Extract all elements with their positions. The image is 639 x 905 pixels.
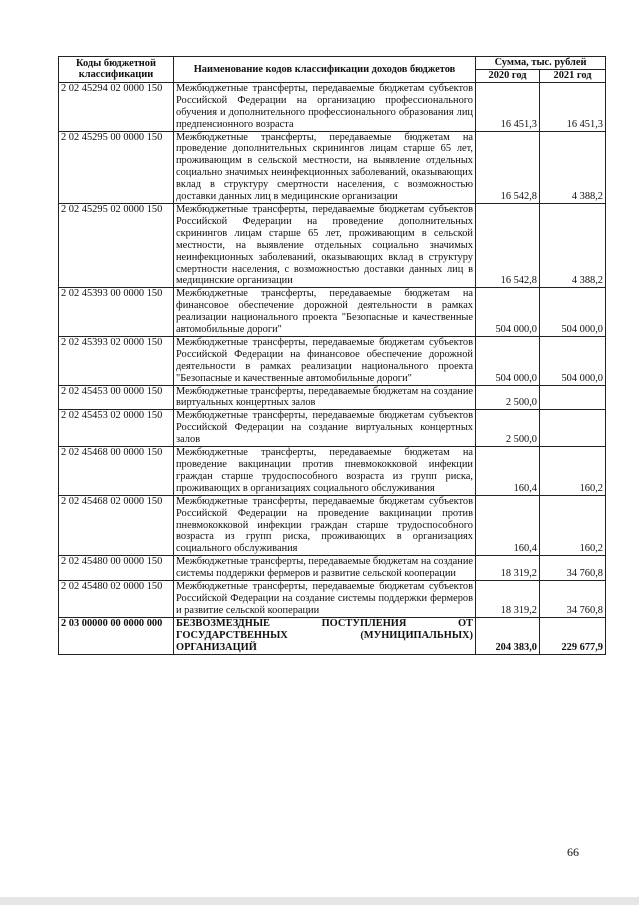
row-code: 2 02 45453 02 0000 150 xyxy=(59,410,174,447)
row-amount-2021: 160,2 xyxy=(540,447,606,496)
table-row xyxy=(59,131,606,203)
row-amount-2020: 16 542,8 xyxy=(476,131,540,203)
row-code: 2 02 45294 02 0000 150 xyxy=(59,82,174,131)
header-year-2021: 2021 год xyxy=(540,70,606,83)
table-row xyxy=(59,581,606,618)
row-amount-2021: 504 000,0 xyxy=(540,288,606,337)
header-year-2020: 2020 год xyxy=(476,70,540,83)
table-row xyxy=(59,410,606,447)
budget-income-table xyxy=(58,56,606,655)
row-code: 2 02 45453 00 0000 150 xyxy=(59,385,174,410)
row-amount-2020: 18 319,2 xyxy=(476,556,540,581)
table-row xyxy=(59,336,606,385)
row-amount-2020: 2 500,0 xyxy=(476,385,540,410)
row-amount-2021: 16 451,3 xyxy=(540,82,606,131)
row-name: Межбюджетные трансферты, передаваемые бюджетам на финансовое обеспечение дорожной деятельности в рамках реализации национального проекта "Безопасные и качественные автомобильные дороги" xyxy=(174,288,476,337)
row-amount-2021 xyxy=(540,410,606,447)
table-row xyxy=(59,495,606,556)
table-row xyxy=(59,288,606,337)
row-name: Межбюджетные трансферты, передаваемые бюджетам на проведение вакцинации против пневмококковой инфекции граждан старше трудоспособного возраста из групп риска, проживающих в организациях социального обслуживания xyxy=(174,447,476,496)
row-amount-2021: 4 388,2 xyxy=(540,131,606,203)
row-code: 2 02 45480 02 0000 150 xyxy=(59,581,174,618)
row-name: Межбюджетные трансферты, передаваемые бюджетам субъектов Российской Федерации на финансовое обеспечение дорожной деятельности в рамках реализации национального проекта "Безопасные и качественные автомобильные дороги" xyxy=(174,336,476,385)
row-code: 2 02 45393 00 0000 150 xyxy=(59,288,174,337)
table-row xyxy=(59,82,606,131)
table-row xyxy=(59,556,606,581)
total-code: 2 03 00000 00 0000 000 xyxy=(59,617,174,654)
row-name: Межбюджетные трансферты, передаваемые бюджетам субъектов Российской Федерации на создание виртуальных концертных залов xyxy=(174,410,476,447)
row-amount-2020: 2 500,0 xyxy=(476,410,540,447)
total-amount-2021: 229 677,9 xyxy=(540,617,606,654)
row-amount-2020: 160,4 xyxy=(476,447,540,496)
row-amount-2020: 160,4 xyxy=(476,495,540,556)
header-sum-column: Сумма, тыс. рублей xyxy=(476,57,606,70)
row-amount-2020: 504 000,0 xyxy=(476,336,540,385)
row-code: 2 02 45295 00 0000 150 xyxy=(59,131,174,203)
table-row xyxy=(59,203,606,287)
row-amount-2020: 504 000,0 xyxy=(476,288,540,337)
row-amount-2021: 504 000,0 xyxy=(540,336,606,385)
row-name: Межбюджетные трансферты, передаваемые бюджетам субъектов Российской Федерации на создание системы поддержки фермеров и развитие сельской кооперации xyxy=(174,581,476,618)
row-name: Межбюджетные трансферты, передаваемые бюджетам субъектов Российской Федерации на организацию профессионального обучения и дополнительного профессионального образования лиц предпенсионного возраста xyxy=(174,82,476,131)
row-code: 2 02 45468 00 0000 150 xyxy=(59,447,174,496)
row-name: Межбюджетные трансферты, передаваемые бюджетам субъектов Российской Федерации на проведение дополнительных скринингов лицам старше 65 лет, проживающим в сельской местности, на выявление отдельных социально значимых неинфекционных заболеваний, оказывающих вклад в структуру смертности населения, с возможностью доставки данных лиц в медицинские организации xyxy=(174,203,476,287)
row-amount-2021: 34 760,8 xyxy=(540,581,606,618)
page-number: 66 xyxy=(567,845,579,859)
row-amount-2020: 16 542,8 xyxy=(476,203,540,287)
row-name: Межбюджетные трансферты, передаваемые бюджетам на создание виртуальных концертных залов xyxy=(174,385,476,410)
row-amount-2021: 34 760,8 xyxy=(540,556,606,581)
row-amount-2021 xyxy=(540,385,606,410)
header-code-column: Коды бюджетной классификации xyxy=(59,57,174,83)
row-amount-2020: 16 451,3 xyxy=(476,82,540,131)
total-row xyxy=(59,617,606,654)
page-bottom-edge xyxy=(0,897,639,905)
row-code: 2 02 45393 02 0000 150 xyxy=(59,336,174,385)
row-amount-2020: 18 319,2 xyxy=(476,581,540,618)
row-name: Межбюджетные трансферты, передаваемые бюджетам субъектов Российской Федерации на проведение вакцинации против пневмококковой инфекции граждан старше трудоспособного возраста из групп риска, проживающих в организациях социального обслуживания xyxy=(174,495,476,556)
row-name: Межбюджетные трансферты, передаваемые бюджетам на создание системы поддержки фермеров и развитие сельской кооперации xyxy=(174,556,476,581)
table-row xyxy=(59,385,606,410)
row-code: 2 02 45295 02 0000 150 xyxy=(59,203,174,287)
total-amount-2020: 204 383,0 xyxy=(476,617,540,654)
row-amount-2021: 160,2 xyxy=(540,495,606,556)
header-name-column: Наименование кодов классификации доходов бюджетов xyxy=(174,57,476,83)
table-row xyxy=(59,447,606,496)
total-name: БЕЗВОЗМЕЗДНЫЕ ПОСТУПЛЕНИЯ ОТ ГОСУДАРСТВЕННЫХ (МУНИЦИПАЛЬНЫХ) ОРГАНИЗАЦИЙ xyxy=(174,617,476,654)
row-code: 2 02 45468 02 0000 150 xyxy=(59,495,174,556)
row-code: 2 02 45480 00 0000 150 xyxy=(59,556,174,581)
row-name: Межбюджетные трансферты, передаваемые бюджетам на проведение дополнительных скринингов лицам старше 65 лет, проживающим в сельской местности, на выявление отдельных социально значимых неинфекционных заболеваний, оказывающих вклад в структуру смертности населения, с возможностью доставки данных лиц в медицинские организации xyxy=(174,131,476,203)
row-amount-2021: 4 388,2 xyxy=(540,203,606,287)
